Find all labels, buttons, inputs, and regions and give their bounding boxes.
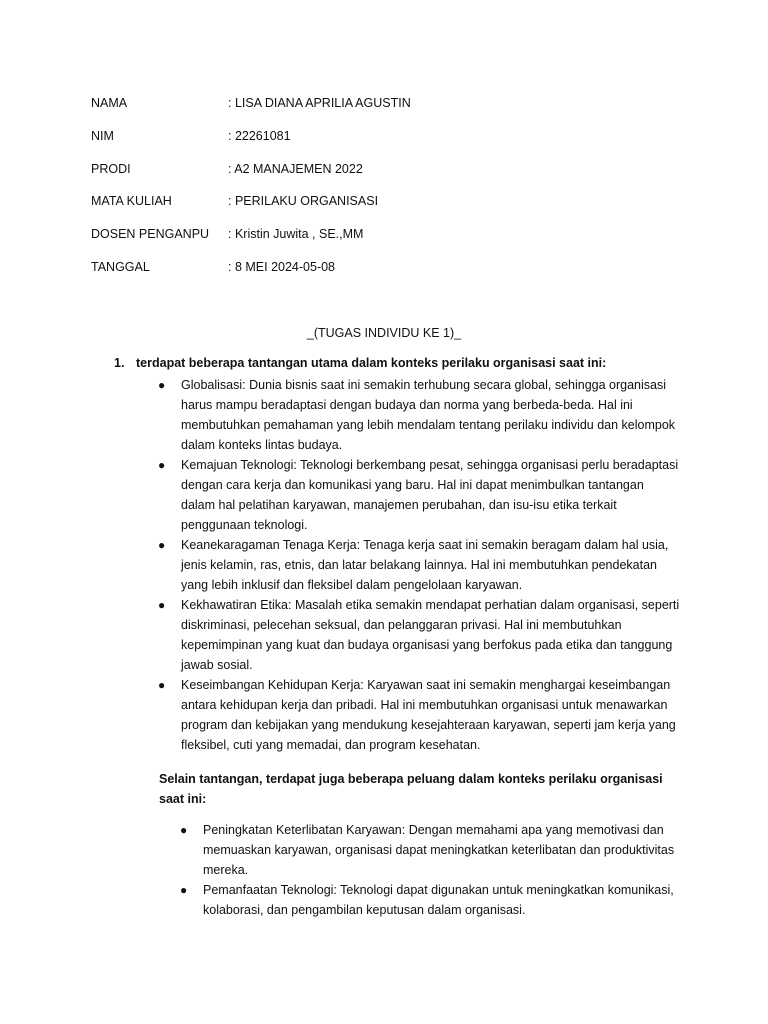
question-heading [114, 356, 606, 370]
info-value: : PERILAKU ORGANISASI [228, 194, 379, 208]
bullet-icon: ● [158, 678, 166, 692]
bullet-icon: ● [158, 598, 166, 612]
list-item [158, 455, 681, 535]
list-item-text: Kekhawatiran Etika: Masalah etika semakin mendapat perhatian dalam organisasi, seperti diskriminasi, pelecehan seksual, dan pelanggaran privasi. Hal ini membutuhkan kepemimpinan yang kuat dan budaya organisasi yang berfokus pada etika dan tanggung jawab sosial. [181, 598, 680, 672]
info-label: PRODI [91, 162, 131, 176]
info-label: NAMA [91, 96, 128, 110]
info-label: TANGGAL [91, 260, 150, 274]
bullet-icon: ● [180, 883, 188, 897]
question-text: terdapat beberapa tantangan utama dalam konteks perilaku organisasi saat ini: [136, 356, 607, 370]
list-item-text: Globalisasi: Dunia bisnis saat ini semakin terhubung secara global, sehingga organisasi harus mampu beradaptasi dengan budaya dan norma yang berbeda-beda. Hal ini membutuhkan pemahaman yang lebih mendalam tentang perilaku individu dan kelompok dalam konteks lintas budaya. [181, 378, 676, 452]
list-item-text: Peningkatan Keterlibatan Karyawan: Dengan memahami apa yang memotivasi dan memuaskan karyawan, organisasi dapat meningkatkan keterlibatan dan produktivitas mereka. [203, 823, 675, 877]
info-value: : Kristin Juwita , SE.,MM [228, 227, 364, 241]
list-item-text: Keanekaragaman Tenaga Kerja: Tenaga kerja saat ini semakin beragam dalam hal usia, jenis kelamin, ras, etnis, dan latar belakang lainnya. Hal ini membutuhkan pendekatan yang lebih inklusif dan fleksibel dalam pengelolaan karyawan. [181, 538, 669, 592]
bullet-icon: ● [180, 823, 188, 837]
assignment-title: _(TUGAS INDIVIDU KE 1)_ [306, 326, 462, 340]
info-value: : A2 MANAJEMEN 2022 [228, 162, 363, 176]
list-item-text: Pemanfaatan Teknologi: Teknologi dapat digunakan untuk meningkatkan komunikasi, kolaborasi, dan pengambilan keputusan dalam organisasi. [203, 883, 674, 917]
challenges-list [158, 375, 681, 755]
info-label: DOSEN PENGANPU [91, 227, 210, 241]
list-item-text: Keseimbangan Kehidupan Kerja: Karyawan saat ini semakin menghargai keseimbangan antara kehidupan kerja dan pribadi. Hal ini membutuhkan organisasi untuk menawarkan program dan kebijakan yang mendukung kesejahteraan karyawan, seperti jam kerja yang fleksibel, cuti yang memadai, dan program kesehatan. [181, 678, 676, 752]
info-value: : LISA DIANA APRILIA AGUSTIN [228, 96, 411, 110]
list-item [180, 820, 683, 880]
list-item [158, 595, 681, 675]
bullet-icon: ● [158, 458, 166, 472]
question-number: 1. [114, 356, 125, 370]
info-value: : 22261081 [228, 129, 291, 143]
opportunities-heading: Selain tantangan, terdapat juga beberapa peluang dalam konteks perilaku organisasi saat ini: [159, 772, 663, 806]
list-item [158, 535, 681, 595]
list-item [180, 880, 683, 920]
list-item-text: Kemajuan Teknologi: Teknologi berkembang pesat, sehingga organisasi perlu beradaptasi dengan cara kerja dan komunikasi yang baru. Hal ini dapat menimbulkan tantangan dalam hal pelatihan karyawan, manajemen perubahan, dan isu-isu etika terkait penggunaan teknologi. [181, 458, 679, 532]
list-item [158, 375, 681, 455]
info-value: : 8 MEI 2024-05-08 [228, 260, 336, 274]
bullet-icon: ● [158, 378, 166, 392]
info-label: NIM [91, 129, 114, 143]
info-label: MATA KULIAH [91, 194, 172, 208]
list-item [158, 675, 681, 755]
bullet-icon: ● [158, 538, 166, 552]
opportunities-list [180, 820, 683, 920]
